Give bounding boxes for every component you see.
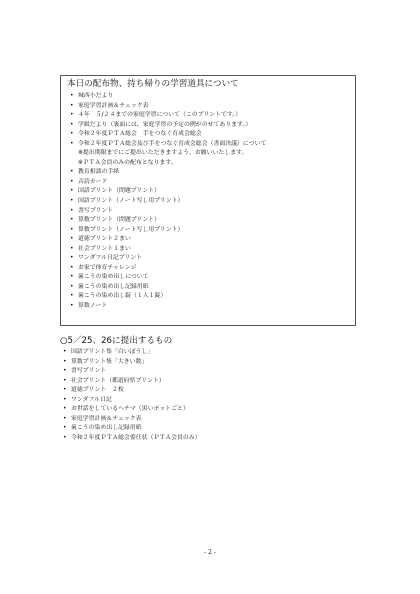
- list-item-text: 国語プリント集「白いぼうし」: [71, 349, 154, 355]
- bullet-mark: •: [63, 368, 67, 375]
- bullet-mark: •: [63, 434, 67, 441]
- bullet-mark: •: [70, 226, 74, 233]
- list-item-text: 令和２年度ＰＴＡ総会 手をつなぐ育成会総会: [78, 131, 202, 138]
- bullet-mark: •: [70, 283, 74, 290]
- section1-title: 本日の配布物、持ち帰りの学習道具について: [67, 79, 239, 89]
- list-item: [60, 348, 360, 358]
- distribution-box: [60, 75, 356, 326]
- bullet-mark: •: [70, 217, 74, 224]
- bullet-mark: •: [63, 396, 67, 403]
- list-item-text: 歯こうの染め出し記録用紙: [78, 283, 149, 290]
- bullet-mark: •: [70, 93, 74, 99]
- bullet-mark: •: [70, 131, 74, 138]
- list-item-text: 歯こうの染め出しについて: [78, 274, 149, 281]
- list-item: [67, 159, 349, 169]
- list-item: [67, 140, 349, 150]
- list-item-text: ※ＰＴＡ会員のみの配布となります。: [78, 159, 177, 166]
- list-item-text: 社会プリント（都道府県プリント）: [71, 377, 165, 384]
- list-item: [60, 377, 360, 387]
- bullet-mark: •: [70, 236, 74, 243]
- list-item: [67, 254, 349, 264]
- list-item: [67, 149, 349, 159]
- bullet-mark: •: [70, 121, 74, 128]
- bullet-mark: •: [70, 198, 74, 205]
- list-item-text: 家庭学習計画＆チェック表: [71, 415, 142, 422]
- bullet-mark: •: [70, 293, 74, 300]
- list-item-text: 令和２年度ＰＴＡ総会及び手をつなぐ育成会総会（書面決議）について: [78, 140, 267, 147]
- submission-list: [60, 348, 360, 443]
- list-item-text: 音読カード: [78, 178, 108, 185]
- list-item-text: 算数プリント（ノート写し用プリント）: [78, 226, 184, 233]
- bullet-mark: •: [70, 102, 74, 109]
- list-item: [67, 245, 349, 255]
- list-item: [67, 111, 349, 121]
- bullet-mark: •: [70, 255, 74, 262]
- bullet-mark: •: [63, 406, 67, 413]
- list-item-text: ４年 ５/２４までの家庭学習について（このプリントです。）: [78, 112, 242, 119]
- bullet-mark: •: [70, 169, 74, 176]
- list-item-text: 国語プリント（ノート写し用プリント）: [78, 198, 184, 205]
- list-item: [67, 216, 349, 226]
- list-item-text: お世話をしているヘチマ（黒いポットごと）: [71, 406, 189, 413]
- list-item-text: 城西小だより: [78, 93, 114, 99]
- bullet-mark: •: [70, 178, 74, 185]
- list-item-text: 社会プリント１まい: [78, 245, 131, 252]
- list-item-text: 教育相談の手紙: [78, 169, 120, 176]
- bullet-mark: •: [63, 358, 67, 365]
- bullet-mark: •: [63, 349, 67, 355]
- list-item: [67, 130, 349, 140]
- bullet-mark: •: [70, 274, 74, 281]
- list-item-text: 歯こうの染め出し記録用紙: [71, 425, 142, 432]
- list-item-text: 歯こうの染め出し錠（１人１錠）: [78, 293, 167, 300]
- list-item: [67, 197, 349, 207]
- list-item: [60, 434, 360, 444]
- list-item-text: 書写プリント: [78, 207, 114, 214]
- list-item: [67, 92, 349, 102]
- bullet-mark: •: [70, 303, 74, 310]
- list-item: [67, 235, 349, 245]
- bullet-mark: •: [63, 387, 67, 394]
- list-item-text: 算数プリント集「大きい数」: [71, 358, 148, 365]
- section2-title: ○5／25、26に提出するもの: [60, 336, 173, 346]
- list-item-text: ワンダフル日記: [71, 396, 112, 403]
- list-item-text: 算数ノート: [78, 303, 108, 310]
- list-item: [67, 292, 349, 302]
- list-item: [67, 283, 349, 293]
- list-item: [67, 187, 349, 197]
- list-item: [67, 302, 349, 312]
- list-item: [60, 424, 360, 434]
- list-item-text: ※提出期限までにご提出いただきますよう、お願いいたします。: [78, 150, 248, 157]
- list-item: [60, 367, 360, 377]
- bullet-mark: •: [70, 188, 74, 195]
- list-item: [67, 226, 349, 236]
- list-item: [67, 121, 349, 131]
- list-item-text: 算数プリント（問題プリント）: [78, 217, 160, 224]
- list-item: [67, 102, 349, 112]
- list-item-text: 道徳プリント ２枚: [71, 387, 124, 394]
- list-item-text: 道徳プリント２まい: [78, 236, 131, 243]
- bullet-mark: •: [70, 112, 74, 119]
- list-item-text: 家庭学習計画＆チェック表: [78, 102, 149, 109]
- list-item: [60, 358, 360, 368]
- bullet-mark: •: [70, 245, 74, 252]
- submission-section: [60, 336, 360, 443]
- list-item: [60, 405, 360, 415]
- bullet-mark: •: [63, 425, 67, 432]
- bullet-mark: •: [63, 415, 67, 422]
- list-item: [60, 396, 360, 406]
- bullet-mark: •: [70, 264, 74, 271]
- list-item: [67, 207, 349, 217]
- distribution-list: [67, 92, 349, 312]
- list-item: [67, 168, 349, 178]
- bullet-mark: •: [70, 140, 74, 147]
- list-item: [67, 273, 349, 283]
- list-item: [60, 415, 360, 425]
- list-item: [60, 386, 360, 396]
- list-item-text: 国語プリント（問題プリント）: [78, 188, 160, 195]
- list-item-text: 書写プリント: [71, 368, 107, 375]
- list-item: [67, 178, 349, 188]
- list-item-text: 令和２年度ＰＴＡ総会委任状（ＰＴＡ会員のみ）: [71, 434, 201, 441]
- list-item-text: ワンダフル日記プリント: [78, 255, 143, 262]
- bullet-mark: •: [70, 207, 74, 214]
- list-item-text: 学級だより（裏面には、家庭学習の予定の例がのせてあります。）: [78, 121, 252, 128]
- list-item: [67, 264, 349, 274]
- bullet-mark: •: [63, 377, 67, 384]
- list-item-text: お家で体育チャレンジ: [78, 264, 137, 271]
- page-number: - 2 -: [204, 549, 216, 556]
